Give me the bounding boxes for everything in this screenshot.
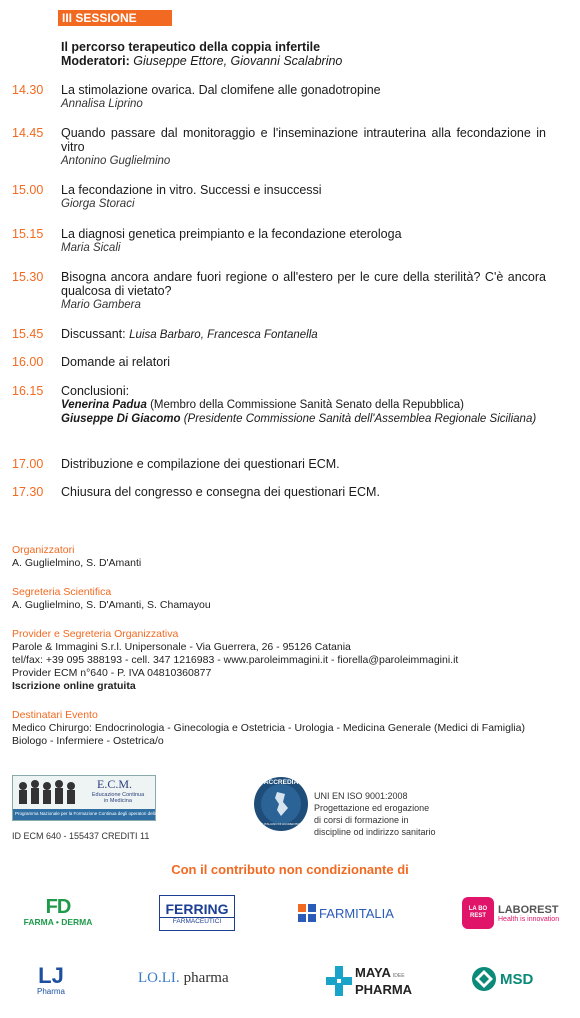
- ecm-logo-banner: Programma Nazionale per la Formazione Continua degli operatori della Sanità: [15, 811, 172, 816]
- program-time: 15.15: [12, 227, 44, 241]
- loli-suffix: pharma: [183, 969, 229, 986]
- program-time: 14.45: [12, 126, 44, 140]
- accredia-logo: [253, 776, 309, 832]
- provider-section: [12, 628, 552, 693]
- lj-pharma-logo: [26, 960, 76, 1000]
- program-title: Bisogna ancora andare fuori regione o all'estero per le cure della sterilità? C'è ancora qualcosa di vietato?: [61, 270, 546, 298]
- program-title: Domande ai relatori: [61, 355, 171, 369]
- accredia-text: ACCREDIA: [263, 779, 299, 786]
- iso-line2: Progettazione ed erogazione: [314, 803, 430, 813]
- program-item: [12, 126, 546, 168]
- destinatari-heading: Destinatari Evento: [12, 709, 98, 721]
- conclusion-person-name: Giuseppe Di Giacomo: [61, 413, 181, 425]
- program-title: Quando passare dal monitoraggio e l'inseminazione intrauterina alla fecondazione in vitro: [61, 126, 546, 154]
- ecm-logo-title: E.C.M.: [97, 777, 133, 791]
- laborest-name: LABOREST: [498, 903, 559, 916]
- laborest-tagline: Health is innovation: [498, 915, 560, 923]
- program-time: 16.00: [12, 355, 44, 369]
- discussant-names: Luisa Barbaro, Francesca Fontanella: [129, 329, 318, 341]
- laborest-logo: [462, 897, 574, 929]
- program-title: Distribuzione e compilazione dei questionari ECM.: [61, 457, 340, 471]
- organizzatori-text: A. Guglielmino, S. D'Amanti: [12, 557, 142, 569]
- destinatari-section: [12, 709, 552, 748]
- program-item: [12, 183, 546, 211]
- farmitalia-name: FARMITALIA: [319, 905, 394, 921]
- destinatari-line2: Biologo - Infermiere - Ostetrica/o: [12, 735, 164, 747]
- program-time: 15.30: [12, 270, 44, 284]
- program-item: [12, 227, 546, 255]
- maya-pharma-logo: [326, 962, 416, 1000]
- program-time: 17.00: [12, 457, 44, 471]
- farmitalia-icon: [298, 904, 316, 922]
- program-title: Conclusioni:: [61, 384, 130, 398]
- maya-small: IDEE: [392, 973, 405, 979]
- ecm-logo: [12, 775, 172, 821]
- program-item: [12, 384, 546, 426]
- program-title: La fecondazione in vitro. Successi e insuccessi: [61, 183, 322, 197]
- farmaderma-mark: FD: [45, 896, 71, 918]
- farmaderma-name: FARMA • DERMA: [23, 917, 93, 927]
- program-title: La stimolazione ovarica. Dal clomifene alle gonadotropine: [61, 83, 381, 97]
- conclusion-person-role: (Presidente Commissione Sanità dell'Assemblea Regionale Siciliana): [183, 413, 537, 425]
- maya-icon: [326, 966, 352, 996]
- iso-line4: discipline od indirizzo sanitario: [314, 827, 436, 837]
- ecm-logo-sub2: in Medicina: [104, 798, 132, 804]
- program-item: [12, 270, 546, 312]
- conclusion-person-name: Venerina Padua: [61, 399, 147, 411]
- accredia-subtext: L'ENTE ITALIANO DI ACCREDITAMENTO: [253, 822, 310, 826]
- organizzatori-heading: Organizzatori: [12, 544, 75, 556]
- ferring-name: FERRING: [165, 901, 229, 917]
- program-time: 15.45: [12, 327, 44, 341]
- maya-line2: PHARMA: [355, 982, 413, 997]
- lj-mark: LJ: [38, 962, 64, 988]
- program-item: [12, 485, 546, 499]
- program-time: 14.30: [12, 83, 44, 97]
- loli-pharma-logo: [138, 960, 262, 996]
- program-item: [12, 457, 546, 471]
- loli-name: LO.LI.: [138, 969, 180, 986]
- conclusion-person-role: (Membro della Commissione Sanità Senato della Repubblica): [150, 399, 464, 411]
- iso-line3: di corsi di formazione in: [314, 815, 409, 825]
- provider-contacts: tel/fax: +39 095 388193 - cell. 347 1216983 - www.paroleimmagini.it - fiorella@paroleimmagini.it: [12, 654, 459, 666]
- segreteria-heading: Segreteria Scientifica: [12, 586, 112, 598]
- farmaderma-logo: [16, 893, 100, 931]
- program-speaker: Annalisa Liprino: [61, 98, 143, 110]
- program-speaker: Antonino Guglielmino: [61, 155, 171, 167]
- ecm-logo-sub1: Educazione Continua: [91, 792, 145, 798]
- program-time: 17.30: [12, 485, 44, 499]
- program-speaker: Mario Gambera: [61, 299, 141, 311]
- program-item: [12, 327, 546, 342]
- iso-certification: [314, 790, 464, 838]
- sponsors-heading: Con il contributo non condizionante di: [171, 862, 409, 877]
- discussant-label: Discussant:: [61, 327, 126, 341]
- program-title: Il percorso terapeutico della coppia infertile: [61, 40, 321, 54]
- session-title: III SESSIONE: [58, 10, 172, 26]
- provider-address: Parole & Immagini S.r.l. Unipersonale - Via Guerrera, 26 - 95126 Catania: [12, 641, 351, 653]
- farmitalia-logo: [292, 901, 400, 925]
- program-title: La diagnosi genetica preimpianto e la fecondazione eterologa: [61, 227, 402, 241]
- moderators-label: Moderatori:: [61, 54, 130, 68]
- organizzatori-section: [12, 544, 552, 570]
- iso-line1: UNI EN ISO 9001:2008: [314, 791, 408, 801]
- msd-name: MSD: [500, 970, 534, 988]
- laborest-mark: LA BO REST: [462, 897, 494, 929]
- moderators-names: Giuseppe Ettore, Giovanni Scalabrino: [133, 54, 343, 68]
- program-time: 16.15: [12, 384, 44, 398]
- ferring-sub: FARMACEUTICI: [160, 917, 234, 925]
- provider-heading: Provider e Segreteria Organizzativa: [12, 628, 179, 640]
- program-speaker: Maria Sicali: [61, 242, 121, 254]
- maya-line1: MAYA: [355, 965, 391, 980]
- lj-name: Pharma: [36, 986, 65, 996]
- program-item: [12, 83, 546, 111]
- msd-logo: [472, 966, 548, 992]
- provider-ecm: Provider ECM n°640 - P. IVA 04810360877: [12, 667, 212, 679]
- program-item: [12, 40, 546, 68]
- program-item: [12, 355, 546, 369]
- segreteria-text: A. Guglielmino, S. D'Amanti, S. Chamayou: [12, 599, 211, 611]
- ecm-logo-subtitle: [83, 792, 153, 804]
- segreteria-section: [12, 586, 552, 612]
- program-title: Chiusura del congresso e consegna dei questionari ECM.: [61, 485, 380, 499]
- destinatari-line1: Medico Chirurgo: Endocrinologia - Ginecologia e Ostetricia - Urologia - Medicina Generale (Medici di Famiglia): [12, 722, 525, 734]
- msd-icon: [472, 967, 496, 991]
- ferring-logo: [159, 895, 235, 931]
- program-time: 15.00: [12, 183, 44, 197]
- program-speaker: Giorga Storaci: [61, 198, 135, 210]
- ecm-caption: ID ECM 640 - 155437 CREDITI 11: [12, 831, 150, 841]
- iscrizione-text: Iscrizione online gratuita: [12, 680, 136, 692]
